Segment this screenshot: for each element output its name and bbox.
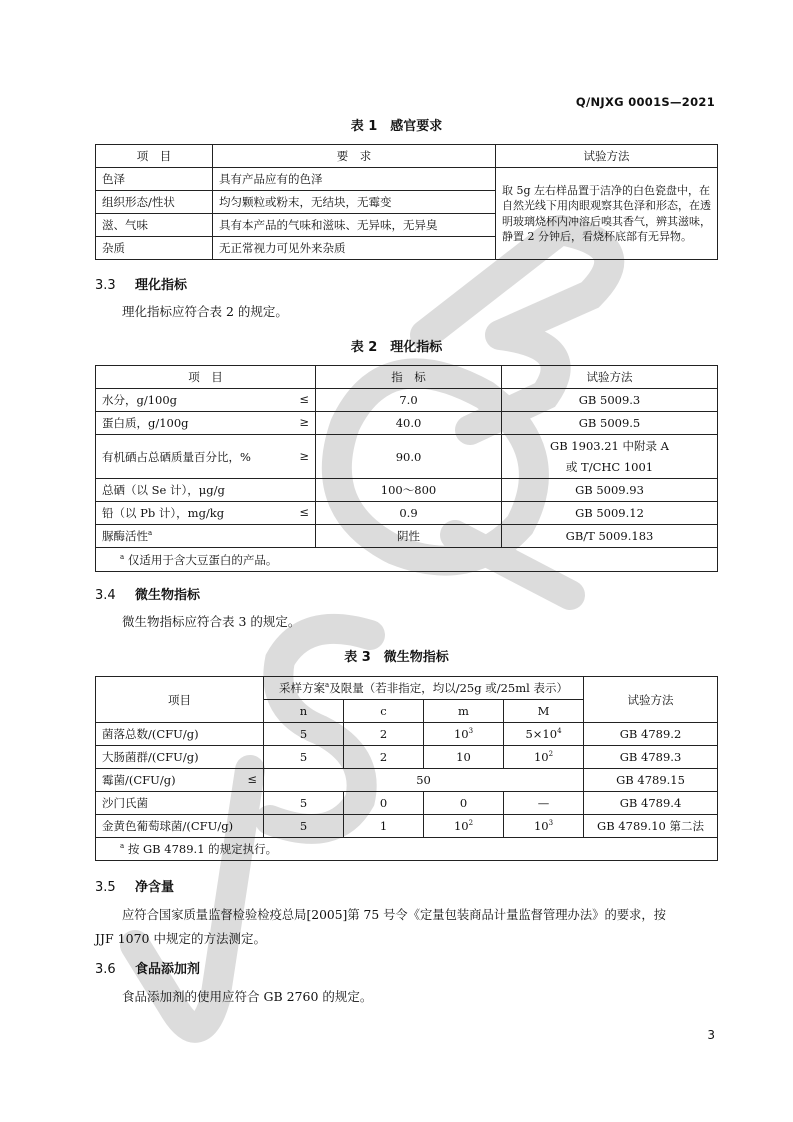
table-row — [96, 769, 718, 792]
table3-c: 0 — [344, 792, 424, 815]
table3-M: 10 — [533, 750, 549, 764]
section-3-4-text: 微生物指标应符合表 3 的规定。 — [122, 614, 301, 629]
table-row — [96, 168, 718, 191]
section-number: 3.3 — [95, 278, 116, 293]
table2-symbol: ≤ — [299, 392, 309, 406]
table3-note: 按 GB 4789.1 的规定执行。 — [127, 842, 278, 856]
exponent: 2 — [468, 819, 474, 828]
footnote-marker: a — [120, 552, 125, 561]
section-title: 理化指标 — [135, 278, 188, 293]
table3-n: 5 — [264, 792, 344, 815]
table-row — [96, 815, 718, 838]
table3-item: 金黄色葡萄球菌/(CFU/g) — [96, 815, 264, 838]
table2-header-method: 试验方法 — [502, 366, 718, 389]
exponent: 3 — [468, 727, 474, 736]
table2-item: 有机硒占总硒质量百分比，% — [102, 449, 251, 464]
section-3-5-heading — [95, 876, 174, 895]
section-3-3-text: 理化指标应符合表 2 的规定。 — [122, 304, 288, 319]
table2-method: GB 5009.3 — [502, 389, 718, 412]
table-row — [96, 435, 718, 479]
section-title: 微生物指标 — [135, 588, 201, 603]
table3-method: GB 4789.4 — [584, 792, 718, 815]
table3-c: 1 — [344, 815, 424, 838]
table3-m: 0 — [424, 792, 504, 815]
table1-caption: 表 1 感官要求 — [350, 119, 443, 134]
table-row — [96, 412, 718, 435]
footnote-marker: a — [325, 681, 330, 690]
table3-method: GB 4789.2 — [584, 723, 718, 746]
table-row — [96, 746, 718, 769]
table2-header-item: 项 目 — [96, 366, 316, 389]
section-3-5-text-line2: JJF 1070 中规定的方法测定。 — [95, 931, 266, 946]
table1-requirement: 具有产品应有的色泽 — [213, 168, 496, 191]
document-code: Q/NJXG 0001S—2021 — [575, 95, 715, 109]
table2-method: GB 1903.21 中附录 A — [550, 438, 669, 453]
table-row — [96, 502, 718, 525]
table2-value: 90.0 — [316, 435, 502, 479]
section-3-6-heading — [95, 958, 200, 977]
table-row — [96, 723, 718, 746]
table3-item: 沙门氏菌 — [96, 792, 264, 815]
page-number: 3 — [707, 1028, 715, 1042]
table3-item: 霉菌/(CFU/g) — [102, 773, 176, 787]
table3-c: 2 — [344, 723, 424, 746]
table2-note: 仅适用于含大豆蛋白的产品。 — [127, 552, 278, 567]
table2-method-alt: 或 T/CHC 1001 — [565, 459, 654, 474]
table1-item: 组织形态/性状 — [96, 191, 213, 214]
table2-value: 0.9 — [316, 502, 502, 525]
table3-sub-n: n — [264, 700, 344, 723]
table3-c: 2 — [344, 746, 424, 769]
table2-value: 40.0 — [316, 412, 502, 435]
table3-sub-m: m — [424, 700, 504, 723]
table3-item: 大肠菌群/(CFU/g) — [96, 746, 264, 769]
table1-header-method: 试验方法 — [496, 145, 718, 168]
table2-header-index: 指 标 — [316, 366, 502, 389]
table2-item: 蛋白质，g/100g — [102, 416, 189, 430]
table3-header-plan: 采样方案 — [279, 681, 326, 695]
table2-symbol: ≤ — [299, 505, 309, 519]
table3-item: 菌落总数/(CFU/g) — [96, 723, 264, 746]
table3-symbol: ≤ — [247, 772, 257, 786]
exponent: 3 — [548, 819, 554, 828]
section-title: 食品添加剂 — [135, 962, 201, 977]
section-number: 3.6 — [95, 962, 116, 977]
table2-item: 总硒（以 Se 计），μg/g — [102, 483, 225, 497]
section-3-3-heading — [95, 274, 187, 293]
table2-caption: 表 2 理化指标 — [350, 340, 443, 355]
table1-item: 色泽 — [96, 168, 213, 191]
table3-caption: 表 3 微生物指标 — [344, 650, 449, 665]
table3-header-plan-rest: 及限量（若非指定，均以/25g 或/25ml 表示） — [329, 681, 568, 695]
table2-method: GB/T 5009.183 — [502, 525, 718, 548]
table1-requirement: 具有本产品的气味和滋味、无异味，无异臭 — [213, 214, 496, 237]
table3-n: 5 — [264, 746, 344, 769]
table3-m: 10 — [424, 746, 504, 769]
table3-header-method: 试验方法 — [584, 677, 718, 723]
table3-M: 5×10 — [525, 727, 558, 741]
section-number: 3.4 — [95, 588, 116, 603]
table2-item: 脲酶活性 — [102, 529, 148, 543]
table2-method: GB 5009.5 — [502, 412, 718, 435]
table3-M: — — [504, 792, 584, 815]
section-title: 净含量 — [135, 880, 175, 895]
table3-sub-M: M — [504, 700, 584, 723]
section-3-5-text-line1: 应符合国家质量监督检验检疫总局[2005]第 75 号令《定量包装商品计量监督管理办法》的要求，按 — [122, 908, 666, 922]
table1-requirement: 无正常视力可见外来杂质 — [213, 237, 496, 260]
table2-value: 100～800 — [316, 479, 502, 502]
table-row — [96, 479, 718, 502]
table2-value: 7.0 — [316, 389, 502, 412]
table3-method: GB 4789.15 — [584, 769, 718, 792]
table3-method: GB 4789.3 — [584, 746, 718, 769]
table3-n: 5 — [264, 723, 344, 746]
table3-sub-c: c — [344, 700, 424, 723]
table1 — [95, 144, 718, 260]
table3-value: 50 — [264, 769, 584, 792]
table1-header-item: 项 目 — [96, 145, 213, 168]
table1-item: 滋、气味 — [96, 214, 213, 237]
table3-header-item: 项目 — [96, 677, 264, 723]
table1-method: 取 5g 左右样品置于洁净的白色瓷盘中，在自然光线下用肉眼观察其色泽和形态，在透明玻璃烧杯内冲溶后嗅其香气，辨其滋味，静置 2 分钟后，看烧杯底部有无异物。 — [496, 168, 718, 260]
table3-M: 10 — [533, 819, 549, 833]
section-3-6-text: 食品添加剂的使用应符合 GB 2760 的规定。 — [122, 989, 373, 1004]
table1-header-requirement: 要 求 — [213, 145, 496, 168]
table2 — [95, 365, 718, 572]
table3 — [95, 676, 718, 861]
table3-method: GB 4789.10 第二法 — [584, 815, 718, 838]
footnote-marker: a — [120, 842, 125, 851]
table2-method: GB 5009.12 — [502, 502, 718, 525]
table-row — [96, 389, 718, 412]
table3-m: 10 — [453, 819, 469, 833]
table2-value: 阴性 — [316, 525, 502, 548]
table3-n: 5 — [264, 815, 344, 838]
exponent: 2 — [548, 750, 554, 759]
footnote-marker: a — [148, 529, 153, 538]
table2-method: GB 5009.93 — [502, 479, 718, 502]
exponent: 4 — [557, 727, 562, 736]
table2-item: 水分，g/100g — [102, 393, 178, 407]
table3-m: 10 — [453, 727, 469, 741]
table-row — [96, 525, 718, 548]
table2-symbol: ≥ — [299, 415, 309, 429]
table1-requirement: 均匀颗粒或粉末，无结块，无霉变 — [213, 191, 496, 214]
table-row — [96, 792, 718, 815]
table1-item: 杂质 — [96, 237, 213, 260]
table2-item: 铅（以 Pb 计），mg/kg — [102, 506, 225, 520]
section-3-4-heading — [95, 584, 200, 603]
table2-symbol: ≥ — [299, 448, 309, 463]
section-number: 3.5 — [95, 880, 116, 895]
